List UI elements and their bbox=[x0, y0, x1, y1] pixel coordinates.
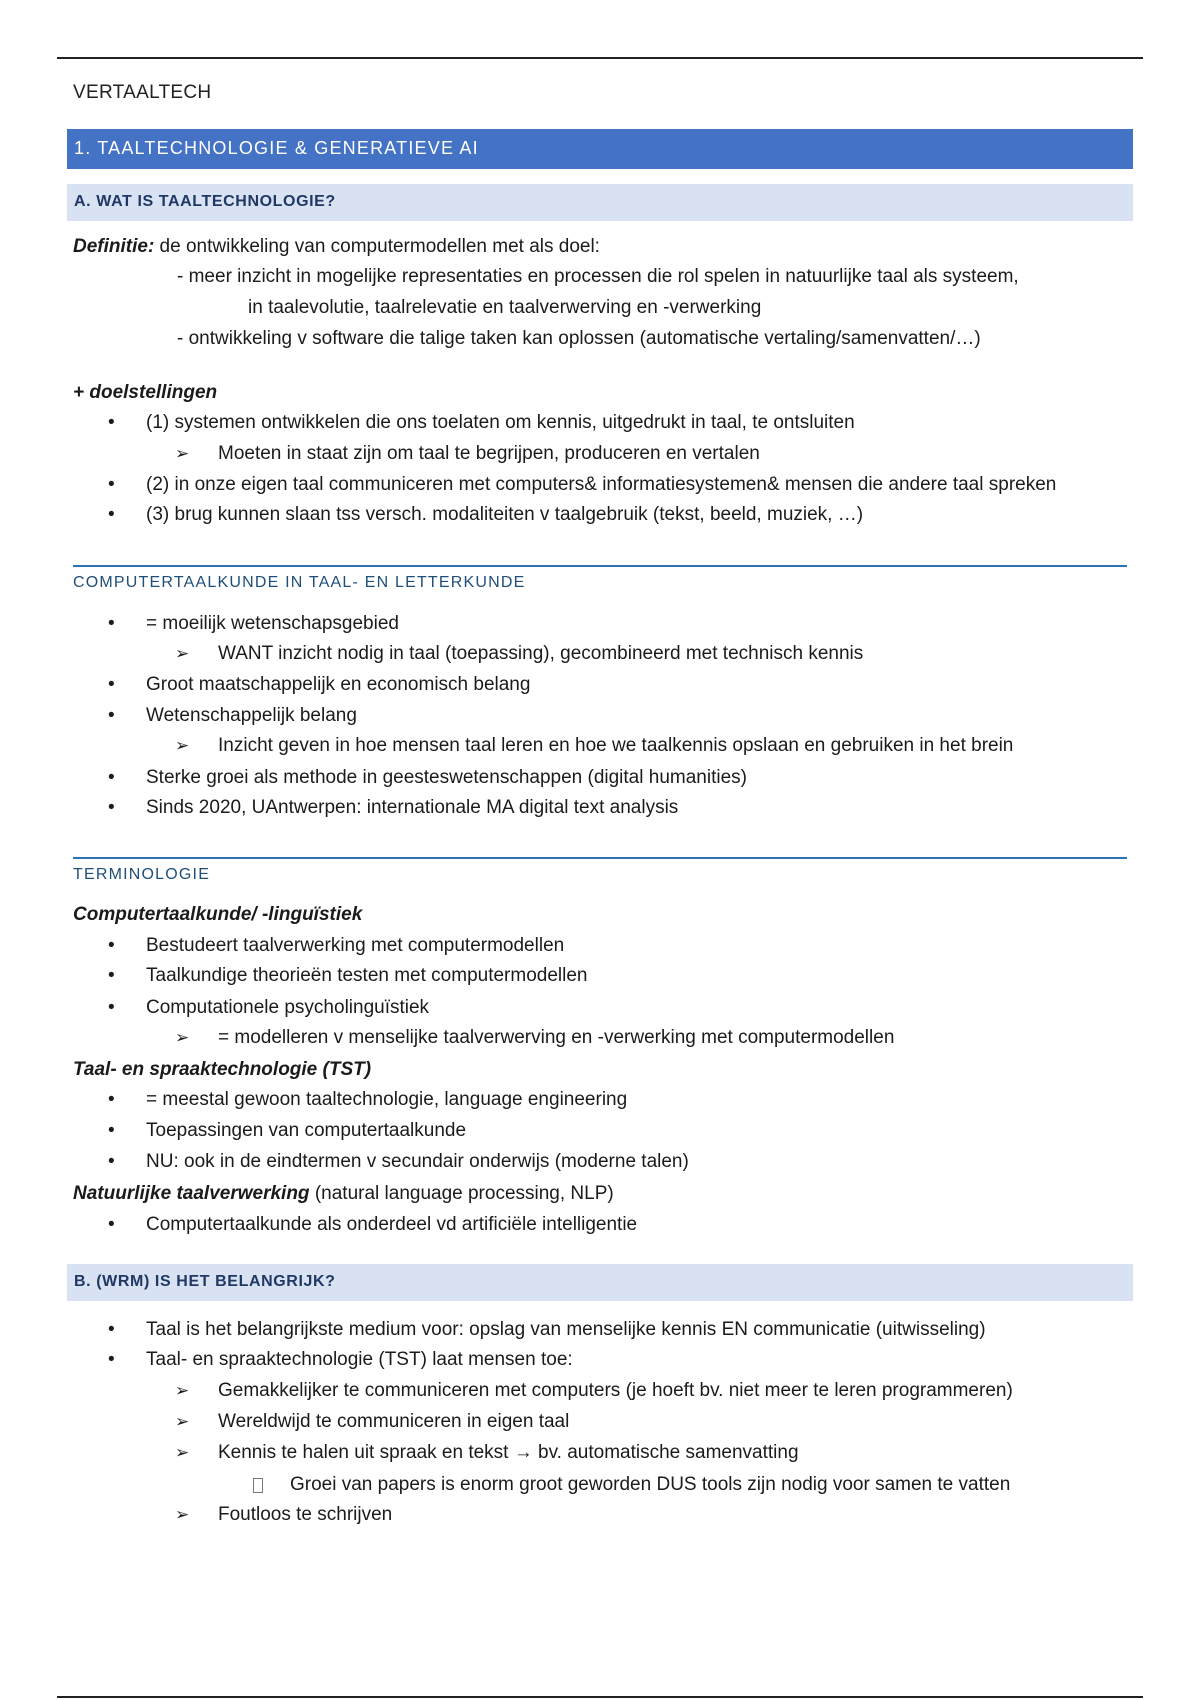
heading-2-title-b: B. (WRM) IS HET BELANGRIJK? bbox=[74, 1273, 336, 1290]
ctk-item-4: Sterke groei als methode in geesteswetenschappen (digital humanities) bbox=[146, 767, 747, 788]
goal-1-sub: Moeten in staat zijn om taal te begrijpen, produceren en vertalen bbox=[218, 443, 760, 464]
bullet-icon: • bbox=[108, 1349, 115, 1370]
term-2-title: Taal- en spraaktechnologie (TST) bbox=[73, 1059, 372, 1080]
heading-3-rule bbox=[73, 857, 1127, 859]
document-header-title: VERTAALTECH bbox=[73, 82, 212, 103]
b-item-1: Taal is het belangrijkste medium voor: opslag van menselijke kennis EN communicatie (uitwisseling) bbox=[146, 1319, 986, 1340]
goal-2: (2) in onze eigen taal communiceren met computers& informatiesystemen& mensen die andere taal spreken bbox=[146, 474, 1057, 495]
goal-3: (3) brug kunnen slaan tss versch. modaliteiten v taalgebruik (tekst, beeld, muziek, …) bbox=[146, 504, 864, 525]
bullet-icon: • bbox=[108, 767, 115, 788]
term-1-item-1: Bestudeert taalverwerking met computermodellen bbox=[146, 935, 565, 956]
b-item-2-sub-3-detail: Groei van papers is enorm groot geworden DUS tools zijn nodig voor samen te vatten bbox=[290, 1474, 1011, 1495]
bullet-icon: • bbox=[108, 674, 115, 695]
missing-glyph-icon bbox=[253, 1478, 263, 1493]
heading-1-bar bbox=[67, 129, 1133, 169]
bullet-icon: • bbox=[108, 412, 115, 433]
bullet-icon: • bbox=[108, 705, 115, 726]
heading-3-terminologie: TERMINOLOGIE bbox=[73, 866, 211, 883]
term-1-item-3-sub: = modelleren v menselijke taalverwerving en -verwerking met computermodellen bbox=[218, 1027, 895, 1048]
bullet-icon: • bbox=[108, 965, 115, 986]
bullet-icon: • bbox=[108, 613, 115, 634]
footer-rule bbox=[57, 1696, 1143, 1698]
definition-line bbox=[73, 236, 600, 258]
definition-line-2: in taalevolutie, taalrelevatie en taalverwerving en -verwerking bbox=[248, 297, 762, 318]
goal-1: (1) systemen ontwikkelen die ons toelaten om kennis, uitgedrukt in taal, te ontsluiten bbox=[146, 412, 855, 433]
term-2-item-1: = meestal gewoon taaltechnologie, language engineering bbox=[146, 1089, 628, 1110]
term-1-item-3: Computationele psycholinguïstiek bbox=[146, 997, 430, 1018]
definition-text: de ontwikkeling van computermodellen met als doel: bbox=[154, 236, 600, 257]
bullet-icon: • bbox=[108, 474, 115, 495]
arrow-bullet-icon: ➢ bbox=[175, 1028, 190, 1047]
b-item-2-sub-1: Gemakkelijker te communiceren met computers (je hoeft bv. niet meer te leren programmeren) bbox=[218, 1380, 1013, 1401]
heading-1-title: 1. TAALTECHNOLOGIE & GENERATIEVE AI bbox=[74, 138, 479, 158]
definition-line-1: - meer inzicht in mogelijke representaties en processen die rol spelen in natuurlijke taal als systeem, bbox=[177, 266, 1019, 287]
ctk-item-1-sub: WANT inzicht nodig in taal (toepassing), gecombineerd met technisch kennis bbox=[218, 643, 864, 664]
heading-3-computertaalkunde: COMPUTERTAALKUNDE IN TAAL- EN LETTERKUNDE bbox=[73, 574, 526, 591]
definition-line-3: - ontwikkeling v software die talige taken kan oplossen (automatische vertaling/samenvatten/…) bbox=[177, 328, 981, 349]
ctk-item-3-sub: Inzicht geven in hoe mensen taal leren en hoe we taalkennis opslaan en gebruiken in het brein bbox=[218, 735, 1014, 756]
ctk-item-1: = moeilijk wetenschapsgebied bbox=[146, 613, 399, 634]
heading-2-title-a: A. WAT IS TAALTECHNOLOGIE? bbox=[74, 193, 336, 210]
goals-label: + doelstellingen bbox=[73, 382, 218, 403]
b-item-2-sub-4: Foutloos te schrijven bbox=[218, 1504, 393, 1525]
arrow-bullet-icon: ➢ bbox=[175, 644, 190, 663]
definition-label: Definitie: bbox=[73, 236, 155, 257]
b-item-2-sub-2: Wereldwijd te communiceren in eigen taal bbox=[218, 1411, 570, 1432]
arrow-bullet-icon: ➢ bbox=[175, 1505, 190, 1524]
term-1-item-2: Taalkundige theorieën testen met computermodellen bbox=[146, 965, 588, 986]
bullet-icon: • bbox=[108, 1319, 115, 1340]
term-3-title: Natuurlijke taalverwerking bbox=[73, 1183, 310, 1204]
heading-2-bar-a bbox=[67, 184, 1133, 221]
bullet-icon: • bbox=[108, 997, 115, 1018]
term-3-item-1: Computertaalkunde als onderdeel vd artificiële intelligentie bbox=[146, 1214, 638, 1235]
b-item-2: Taal- en spraaktechnologie (TST) laat mensen toe: bbox=[146, 1349, 573, 1370]
arrow-bullet-icon: ➢ bbox=[175, 444, 190, 463]
term-1-title: Computertaalkunde/ -linguïstiek bbox=[73, 904, 363, 925]
bullet-icon: • bbox=[108, 1089, 115, 1110]
term-3-suffix: (natural language processing, NLP) bbox=[309, 1183, 614, 1204]
bullet-icon: • bbox=[108, 935, 115, 956]
bullet-icon: • bbox=[108, 1151, 115, 1172]
b-item-2-sub-3: Kennis te halen uit spraak en tekst → bv. automatische samenvatting bbox=[218, 1442, 799, 1463]
header-rule bbox=[57, 57, 1143, 59]
bullet-icon: • bbox=[108, 1214, 115, 1235]
ctk-item-3: Wetenschappelijk belang bbox=[146, 705, 357, 726]
heading-3-rule bbox=[73, 565, 1127, 567]
arrow-bullet-icon: ➢ bbox=[175, 736, 190, 755]
term-3-line bbox=[73, 1183, 614, 1205]
heading-2-bar-b bbox=[67, 1264, 1133, 1301]
bullet-icon: • bbox=[108, 504, 115, 525]
ctk-item-2: Groot maatschappelijk en economisch belang bbox=[146, 674, 531, 695]
term-2-item-3: NU: ook in de eindtermen v secundair onderwijs (moderne talen) bbox=[146, 1151, 689, 1172]
ctk-item-5: Sinds 2020, UAntwerpen: internationale MA digital text analysis bbox=[146, 797, 679, 818]
bullet-icon: • bbox=[108, 797, 115, 818]
bullet-icon: • bbox=[108, 1120, 115, 1141]
arrow-bullet-icon: ➢ bbox=[175, 1412, 190, 1431]
arrow-bullet-icon: ➢ bbox=[175, 1443, 190, 1462]
arrow-bullet-icon: ➢ bbox=[175, 1381, 190, 1400]
term-2-item-2: Toepassingen van computertaalkunde bbox=[146, 1120, 467, 1141]
